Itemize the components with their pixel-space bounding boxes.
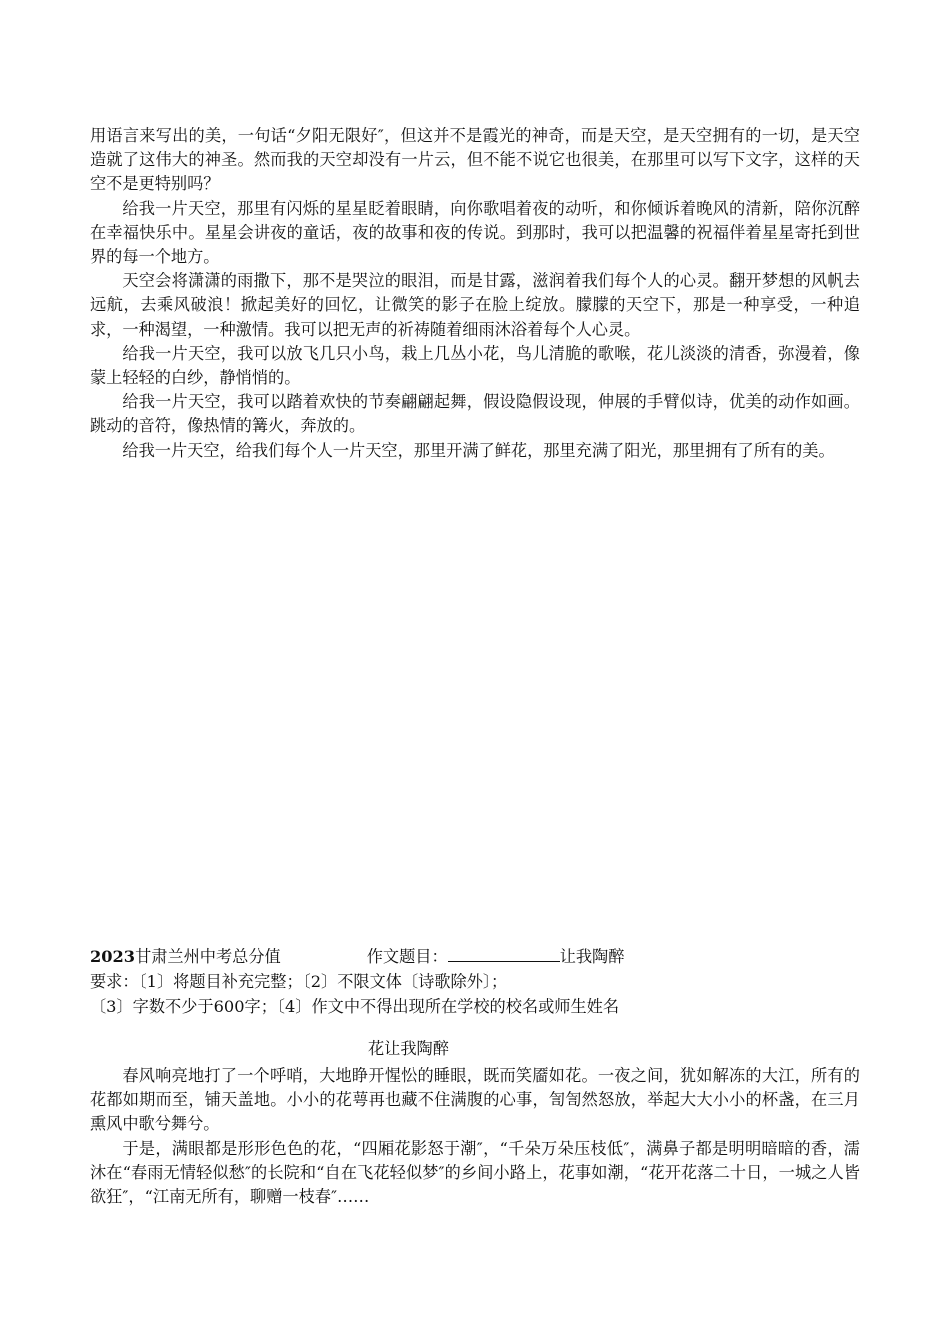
essay-2-title: 花让我陶醉 [368,1039,449,1058]
essay-2-section [90,944,860,1209]
essay-1-paragraph-4: 给我一片天空，我可以放飞几只小鸟，栽上几丛小花，鸟儿清脆的歌喉，花儿淡淡的清香，弥漫着，像蒙上轻轻的白纱，静悄悄的。 [90,343,860,388]
title-blank [448,946,560,962]
requirement-line-2: 〔3〕字数不少于600字；〔4〕作文中不得出现所在学校的校名或师生姓名 [90,996,620,1016]
essay-1-body [90,124,860,463]
requirement-line-1: 要求：〔1〕将题目补充完整；〔2〕不限文体〔诗歌除外〕； [90,972,508,991]
prompt-suffix: 让我陶醉 [559,947,625,966]
essay-2-paragraph-2: 于是，满眼都是形形色色的花，“四厢花影怒于潮″，“千朵万朵压枝低″，满鼻子都是明明暗暗的香，濡沐在“春雨无情轻似愁″的长院和“自在飞花轻似梦″的乡间小路上，花事如潮，“花开花落二十日，一城之人皆欲狂″，“江南无所有，聊赠一枝春″…… [90,1138,860,1207]
essay-1-paragraph-3: 天空会将潇潇的雨撒下，那不是哭泣的眼泪，而是甘露，滋润着我们每个人的心灵。翻开梦想的风帆去远航，去乘风破浪！掀起美好的回忆，让微笑的影子在脸上绽放。朦朦的天空下，那是一种享受，一种追求，一种渴望，一种激情。我可以把无声的祈祷随着细雨沐浴着每个人心灵。 [90,271,860,339]
exam-heading [90,944,860,970]
exam-year: 2023 [90,947,136,966]
essay-1-paragraph-1: 用语言来写出的美，一句话“夕阳无限好″，但这并不是霞光的神奇，而是天空，是天空拥有的一切，是天空造就了这伟大的神圣。然而我的天空却没有一片云，但不能不说它也很美，在那里可以写下文字，这样的天空不是更特别吗？ [90,126,860,194]
essay-1-paragraph-6: 给我一片天空，给我们每个人一片天空，那里开满了鲜花，那里充满了阳光，那里拥有了所有的美。 [122,440,835,460]
essay-2-paragraph-1: 春风响亮地打了一个呼哨，大地睁开惺忪的睡眼，既而笑靥如花。一夜之间，犹如解冻的大江，所有的花都如期而至，铺天盖地。小小的花萼再也藏不住满腹的心事，訇訇然怒放，举起大大小小的杯盏，在三月熏风中歌兮舞兮。 [90,1066,860,1134]
exam-source: 甘肃兰州中考总分值 [135,947,281,966]
essay-1-paragraph-2: 给我一片天空，那里有闪烁的星星眨着眼睛，向你歌唱着夜的动听，和你倾诉着晚风的清新，陪你沉醉在幸福快乐中。星星会讲夜的童话，夜的故事和夜的传说。到那时，我可以把温馨的祝福伴着星星寄托到世界的每一个地方。 [90,198,860,267]
essay-1-paragraph-5: 给我一片天空，我可以踏着欢快的节奏翩翩起舞，假设隐假设现，伸展的手臂似诗，优美的动作如画。跳动的音符，像热情的篝火，奔放的。 [90,392,860,436]
prompt-label: 作文题目： [366,947,448,966]
